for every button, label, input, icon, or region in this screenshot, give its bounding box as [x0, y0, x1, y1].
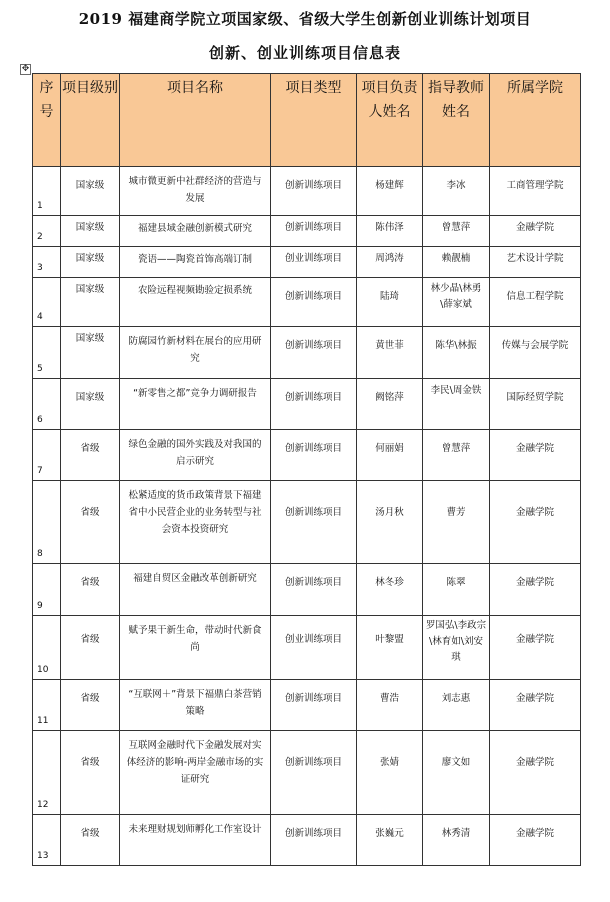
- cell-leader: 阙铭萍: [357, 379, 423, 430]
- cell-leader: 张巍元: [357, 815, 423, 866]
- cell-project-type: 创新训练项目: [271, 327, 357, 379]
- cell-project-type: 创新训练项目: [271, 216, 357, 247]
- cell-college: 国际经贸学院: [490, 379, 581, 430]
- table-row: [33, 247, 581, 278]
- header-leader: 项目负责人姓名: [357, 74, 423, 167]
- table-row: [33, 481, 581, 564]
- cell-project-type: 创业训练项目: [271, 616, 357, 680]
- cell-teacher: 陈华\林振: [423, 327, 490, 379]
- cell-project-type: 创新训练项目: [271, 278, 357, 327]
- cell-project-type: 创新训练项目: [271, 815, 357, 866]
- cell-project-name: 福建自贸区金融改革创新研究: [120, 564, 271, 616]
- cell-no: 12: [33, 731, 61, 815]
- cell-project-name: 未来理财规划师孵化工作室设计: [120, 815, 271, 866]
- cell-college: 金融学院: [490, 616, 581, 680]
- cell-level: 省级: [61, 815, 120, 866]
- table-row: [33, 564, 581, 616]
- cell-level: 国家级: [61, 216, 120, 247]
- cell-college: 信息工程学院: [490, 278, 581, 327]
- cell-level: 省级: [61, 481, 120, 564]
- cell-project-name: 赋予果干新生命，带动时代新食尚: [120, 616, 271, 680]
- cell-project-name: 农险远程视频勘验定损系统: [120, 278, 271, 327]
- header-project-name: 项目名称: [120, 74, 271, 167]
- table-row: [33, 167, 581, 216]
- cell-project-name: 防腐园竹新材料在展台的应用研究: [120, 327, 271, 379]
- cell-project-type: 创新训练项目: [271, 481, 357, 564]
- table-move-handle-icon[interactable]: ✥: [21, 64, 30, 74]
- cell-teacher: 曹芳: [423, 481, 490, 564]
- cell-level: 国家级: [61, 167, 120, 216]
- cell-project-name: “互联网＋”背景下福鼎白茶营销策略: [120, 680, 271, 731]
- cell-teacher: 廖文如: [423, 731, 490, 815]
- cell-project-type: 创新训练项目: [271, 564, 357, 616]
- document-title: 2019 福建商学院立项国家级、省级大学生创新创业训练计划项目: [78, 10, 532, 28]
- cell-level: 国家级: [61, 327, 120, 379]
- cell-no: 6: [33, 379, 61, 430]
- cell-leader: 张婧: [357, 731, 423, 815]
- cell-college: 金融学院: [490, 216, 581, 247]
- cell-teacher: 赖靓楠: [423, 247, 490, 278]
- header-teacher: 指导教师姓名: [423, 74, 490, 167]
- cell-leader: 陆琦: [357, 278, 423, 327]
- cell-leader: 叶黎盟: [357, 616, 423, 680]
- cell-no: 1: [33, 167, 61, 216]
- cell-project-name: “新零售之都”竞争力调研报告: [120, 379, 271, 430]
- cell-teacher: 罗国弘\李政宗\林育如\刘安琪: [423, 616, 490, 680]
- table-row: [33, 216, 581, 247]
- cell-college: 金融学院: [490, 815, 581, 866]
- header-no: 序号: [33, 74, 61, 167]
- cell-leader: 周鸿涛: [357, 247, 423, 278]
- cell-teacher: 陈翠: [423, 564, 490, 616]
- cell-project-name: 绿色金融的国外实践及对我国的启示研究: [120, 430, 271, 481]
- project-info-table: [32, 73, 581, 866]
- cell-teacher: 李冰: [423, 167, 490, 216]
- cell-no: 3: [33, 247, 61, 278]
- cell-teacher: 林秀清: [423, 815, 490, 866]
- cell-no: 8: [33, 481, 61, 564]
- cell-leader: 林冬珍: [357, 564, 423, 616]
- cell-leader: 黄世菲: [357, 327, 423, 379]
- table-row: [33, 379, 581, 430]
- cell-no: 2: [33, 216, 61, 247]
- cell-project-name: 城市微更新中社群经济的营造与发展: [120, 167, 271, 216]
- cell-level: 省级: [61, 680, 120, 731]
- cell-leader: 汤月秋: [357, 481, 423, 564]
- cell-level: 省级: [61, 731, 120, 815]
- cell-college: 传媒与会展学院: [490, 327, 581, 379]
- cell-level: 省级: [61, 430, 120, 481]
- cell-project-type: 创新训练项目: [271, 167, 357, 216]
- cell-college: 工商管理学院: [490, 167, 581, 216]
- cell-level: 国家级: [61, 247, 120, 278]
- cell-college: 金融学院: [490, 680, 581, 731]
- header-project-type: 项目类型: [271, 74, 357, 167]
- cell-teacher: 刘志惠: [423, 680, 490, 731]
- cell-leader: 曹浩: [357, 680, 423, 731]
- cell-teacher: 李民\周金铁: [423, 379, 490, 430]
- table-row: [33, 731, 581, 815]
- cell-teacher: 曾慧萍: [423, 430, 490, 481]
- cell-project-name: 瓷语——陶瓷首饰高端订制: [120, 247, 271, 278]
- cell-no: 11: [33, 680, 61, 731]
- cell-no: 13: [33, 815, 61, 866]
- cell-project-type: 创新训练项目: [271, 731, 357, 815]
- cell-no: 5: [33, 327, 61, 379]
- table-row: [33, 815, 581, 866]
- header-college: 所属学院: [490, 74, 581, 167]
- cell-project-name: 互联网金融时代下金融发展对实体经济的影响-两岸金融市场的实证研究: [120, 731, 271, 815]
- cell-project-type: 创业训练项目: [271, 247, 357, 278]
- cell-no: 4: [33, 278, 61, 327]
- cell-level: 国家级: [61, 379, 120, 430]
- cell-project-name: 松紧适度的货币政策背景下福建省中小民营企业的业务转型与社会资本投资研究: [120, 481, 271, 564]
- table-row: [33, 327, 581, 379]
- table-row: [33, 278, 581, 327]
- cell-college: 金融学院: [490, 564, 581, 616]
- cell-leader: 杨建辉: [357, 167, 423, 216]
- cell-project-type: 创新训练项目: [271, 680, 357, 731]
- cell-level: 省级: [61, 564, 120, 616]
- table-header-row: [33, 74, 581, 167]
- cell-no: 7: [33, 430, 61, 481]
- cell-college: 艺术设计学院: [490, 247, 581, 278]
- cell-project-type: 创新训练项目: [271, 379, 357, 430]
- cell-leader: 陈伟泽: [357, 216, 423, 247]
- table-title: 创新、创业训练项目信息表: [208, 44, 401, 62]
- cell-no: 10: [33, 616, 61, 680]
- cell-level: 国家级: [61, 278, 120, 327]
- table-row: [33, 616, 581, 680]
- cell-college: 金融学院: [490, 731, 581, 815]
- cell-no: 9: [33, 564, 61, 616]
- cell-project-name: 福建县域金融创新模式研究: [120, 216, 271, 247]
- cell-teacher: 林少晶\林勇\薛家斌: [423, 278, 490, 327]
- cell-teacher: 曾慧萍: [423, 216, 490, 247]
- cell-leader: 何丽娟: [357, 430, 423, 481]
- cell-college: 金融学院: [490, 430, 581, 481]
- table-row: [33, 430, 581, 481]
- cell-college: 金融学院: [490, 481, 581, 564]
- header-level: 项目级别: [61, 74, 120, 167]
- cell-project-type: 创新训练项目: [271, 430, 357, 481]
- cell-level: 省级: [61, 616, 120, 680]
- table-row: [33, 680, 581, 731]
